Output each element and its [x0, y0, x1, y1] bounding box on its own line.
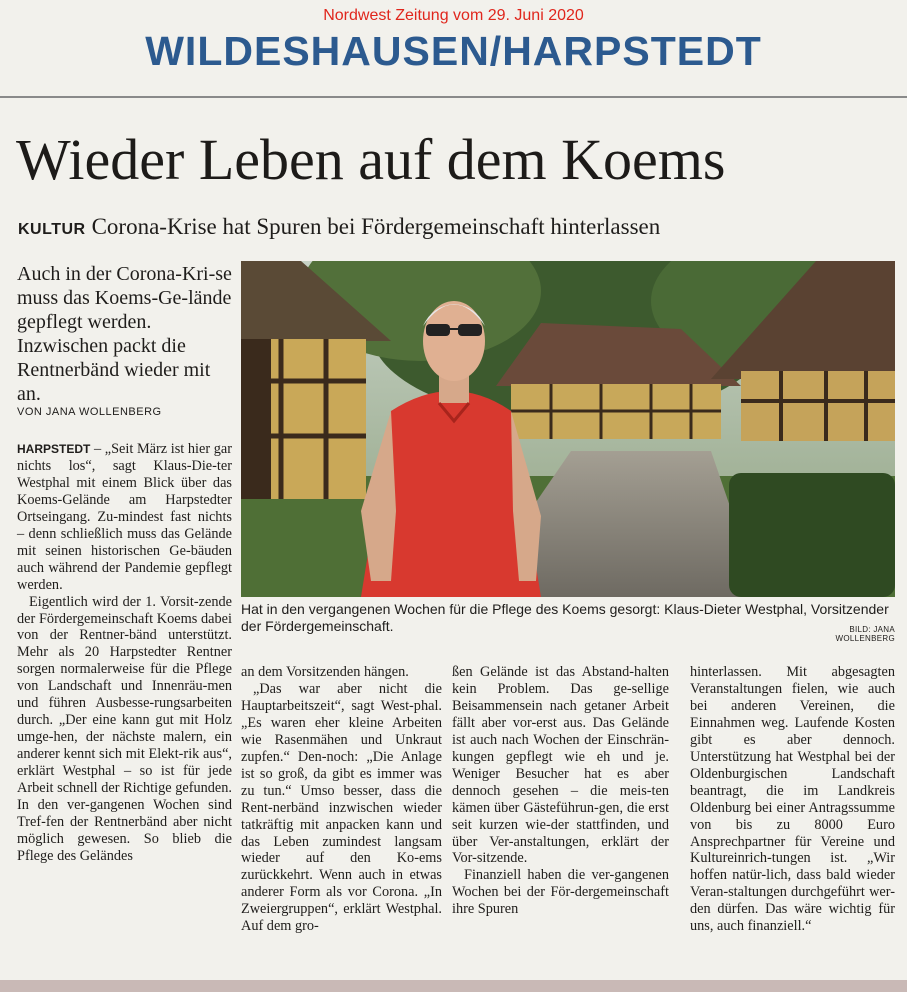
article-column-1 — [17, 441, 232, 865]
paragraph-text: – „Seit März ist hier gar nichts los“, sagt Klaus-Die-ter Westphal mit einem Blick über das Koems-Gelände am Harpstedter Ortseingang. Zu-mindest fast nichts – denn schließlich muss das Gelände mit seinen historischen Ge-bäuden auch während der Pandemie gepflegt werden. — [17, 441, 232, 593]
body-paragraph: „Das war aber nicht die Hauptarbeitszeit“, sagt West-phal. „Es waren eher kleine Arbeiten wie Rasenmähen und Unkraut zupfen.“ Den-noch: „Die Anlage ist so groß, da gibt es immer was zu tun.“ Umso besser, dass die Rent-nerbänd inzwischen wieder tatkräftig mit anpacken kann und das Leben zumindest langsam wieder auf den Ko-ems zurückkehrt. Wenn auch in etwas anderer Form als vor Corona. „In Zweiergruppen“, erklärt Westphal. Auf dem gro- — [241, 680, 442, 935]
bottom-edge — [0, 980, 907, 992]
body-paragraph — [17, 441, 232, 594]
rubric-label: KULTUR — [18, 221, 86, 238]
article-column-3 — [452, 664, 669, 918]
subheadline: Corona-Krise hat Spuren bei Fördergemeinschaft hinterlassen — [91, 214, 661, 239]
lead-paragraph: Auch in der Corona-Kri-se muss das Koems-Ge-lände gepflegt werden. Inzwischen packt die Rentnerbänd wieder mit an. — [17, 263, 232, 405]
body-paragraph: an dem Vorsitzenden hängen. — [241, 664, 409, 680]
article-photo — [241, 261, 895, 597]
section-header: WILDESHAUSEN/HARPSTEDT — [145, 28, 762, 74]
body-paragraph: hinterlassen. Mit abgesagten Veranstaltungen fielen, wie auch bei anderen Vereinen, die Einnahmen weg. Laufende Kosten gibt es aber dennoch. Unterstützung hat Westphal bei der Oldenburgischen Landschaft beantragt, die im Landkreis Oldenburg bei einer Antragssumme von bis zu 8000 Euro Ansprechpartner für Vereine und Kultureinrich-tungen ist. „Wir hoffen natür-lich, dass bald wieder Veran-staltungen durchgeführt wer-den dürfen. Das wäre wichtig für uns, auch finanziell.“ — [690, 664, 895, 935]
article-column-4 — [690, 664, 895, 935]
headline: Wieder Leben auf dem Koems — [16, 127, 726, 192]
header-divider — [0, 96, 907, 98]
source-note: Nordwest Zeitung vom 29. Juni 2020 — [323, 7, 584, 24]
body-paragraph: Finanziell haben die ver-gangenen Wochen bei der För-dergemeinschaft ihre Spuren — [452, 867, 669, 918]
hedge — [729, 473, 895, 597]
photo-credit: BILD: JANA WOLLENBERG — [835, 625, 895, 643]
rubric-row — [18, 214, 660, 240]
photo-caption: Hat in den vergangenen Wochen für die Pflege des Koems gesorgt: Klaus-Dieter Westphal, Vorsitzender der Fördergemeinschaft. — [241, 601, 889, 634]
article-column-2 — [241, 664, 442, 935]
byline: VON JANA WOLLENBERG — [17, 406, 162, 418]
body-paragraph: Eigentlich wird der 1. Vorsit-zende der Fördergemeinschaft Koems dabei von der Rentner-bänd unterstützt. Mehr als 20 Harpstedter Rentner sorgen normalerweise für die Pflege von Landschaft und Innenräu-men und führen Ausbesse-rungsarbeiten durch. „Der eine kann gut mit Holz umge-hen, der nächste malern, ein anderer kennt sich mit Elekt-rik aus“, erklärt Westphal – so ist für jede Arbeit schnell der Richtige gefunden. In den ver-gangenen Wochen sind Tref-fen der Rentnerbänd aber nicht möglich gewesen. So blieb die Pflege des Geländes — [17, 593, 232, 864]
dateline: HARPSTEDT — [17, 442, 91, 456]
body-paragraph: ßen Gelände ist das Abstand-halten kein Problem. Das ge-sellige Beisammensein nach getaner Arbeit fällt aber vor-erst aus. Das Gelände ist auch nach Wochen der Einschrän-kungen gepflegt wie eh und je. Weniger Besucher hat es aber dennoch gesehen – die meis-ten kämen über Gästeführun-gen, die erst seit kurzen wie-der stattfinden, und über Ver-anstaltungen, erklärt der Vor-sitzende. — [452, 664, 669, 867]
